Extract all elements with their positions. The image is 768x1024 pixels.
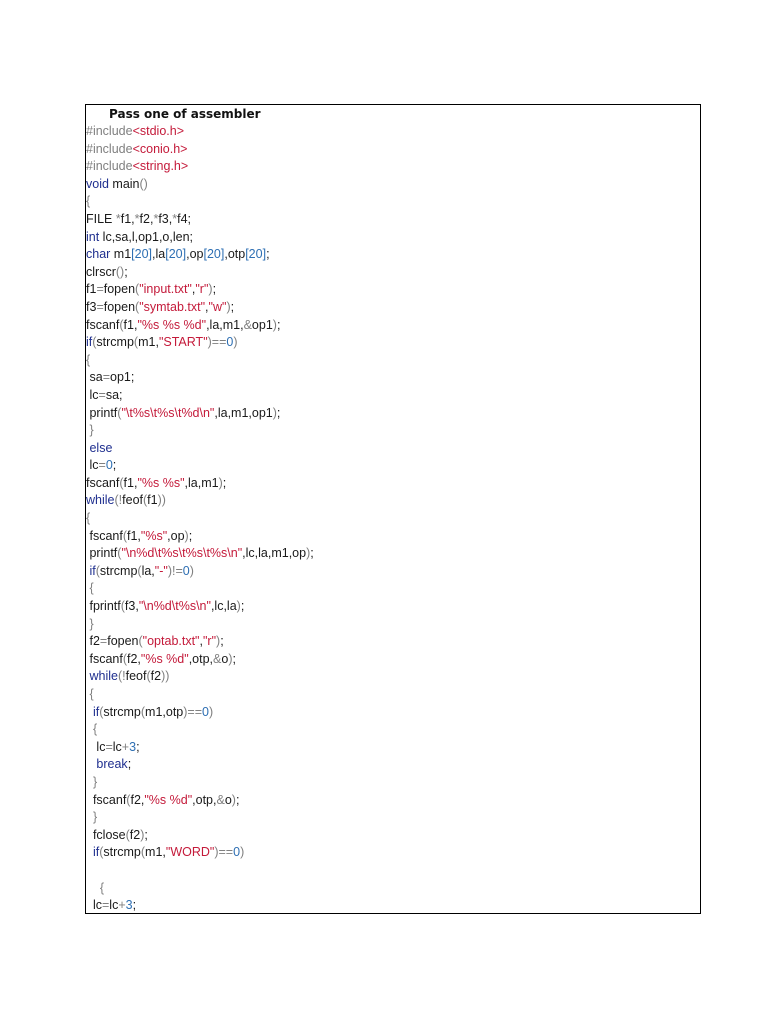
code-token-plain: m1,otp xyxy=(145,704,184,719)
code-token-punct: ( xyxy=(117,546,122,561)
code-token-plain: fopen xyxy=(103,282,136,297)
code-token-number: 3 xyxy=(125,898,133,913)
code-token-plain: fscanf xyxy=(86,475,120,490)
code-token-punct: ) xyxy=(216,634,221,649)
code-token-punct: )) xyxy=(161,669,170,684)
code-token-plain: strcmp xyxy=(99,563,138,578)
code-token-punct: * xyxy=(134,211,140,226)
code-token-keyword: void xyxy=(86,176,109,191)
code-token-plain: la, xyxy=(141,563,155,578)
code-line xyxy=(86,123,314,141)
code-line xyxy=(86,457,314,475)
code-token-plain: main xyxy=(108,176,140,191)
code-token-keyword: if xyxy=(86,704,100,719)
code-line xyxy=(86,440,314,458)
code-token-punct: * xyxy=(153,211,159,226)
code-token-plain: ; xyxy=(276,405,281,420)
code-token-plain: f1, xyxy=(123,475,138,490)
code-token-punct: )== xyxy=(214,845,234,860)
code-token-number: 0 xyxy=(182,563,190,578)
code-token-plain: strcmp xyxy=(103,704,141,719)
code-token-punct: ( xyxy=(125,827,130,842)
code-token-plain: , xyxy=(205,299,209,314)
code-token-punct: } xyxy=(86,774,98,789)
code-token-punct: )) xyxy=(157,493,166,508)
code-token-punct: ) xyxy=(231,792,236,807)
code-token-plain: fclose xyxy=(86,827,126,842)
code-token-number: 0 xyxy=(233,845,241,860)
code-line xyxy=(86,510,314,528)
code-token-plain: f1 xyxy=(147,493,158,508)
code-line xyxy=(86,492,314,510)
code-token-plain: f1, xyxy=(120,211,135,226)
code-token-number: 0 xyxy=(202,704,209,719)
code-token-punct: () xyxy=(139,176,148,191)
code-token-punct: ( xyxy=(120,599,125,614)
code-token-plain: ,otp, xyxy=(192,792,217,807)
code-token-plain: fscanf xyxy=(86,651,123,666)
code-token-plain: lc xyxy=(86,898,102,913)
code-token-plain: ; xyxy=(188,528,193,543)
code-token-string: "WORD" xyxy=(165,845,215,860)
code-token-punct: ( xyxy=(137,563,142,578)
code-token-punct: = xyxy=(98,458,106,473)
code-token-punct: } xyxy=(86,810,98,825)
code-token-string: "%s" xyxy=(140,528,168,543)
code-token-plain: f2, xyxy=(127,651,141,666)
code-token-plain: ,la,m1,op1 xyxy=(214,405,273,420)
code-token-plain: op1; xyxy=(110,370,135,385)
code-token-plain: f2, xyxy=(139,211,154,226)
code-token-punct: ( xyxy=(95,563,100,578)
code-token-plain: f1 xyxy=(86,282,97,297)
code-token-plain: m1, xyxy=(145,845,166,860)
code-line xyxy=(86,281,314,299)
code-token-plain: f3, xyxy=(124,599,139,614)
code-listing xyxy=(86,123,314,915)
code-line xyxy=(86,369,314,387)
code-token-punct: = xyxy=(99,634,108,649)
code-token-string: "w" xyxy=(208,299,227,314)
code-token-punct: ( xyxy=(119,317,124,332)
code-token-punct: & xyxy=(213,651,222,666)
code-token-punct: )!= xyxy=(167,563,183,578)
code-token-punct: = xyxy=(105,739,113,754)
code-token-plain: lc xyxy=(86,458,99,473)
code-token-keyword: if xyxy=(86,563,96,578)
code-token-plain: strcmp xyxy=(103,845,141,860)
code-token-plain: ; xyxy=(240,599,245,614)
code-token-punct: ) xyxy=(208,704,214,719)
code-token-string: "r" xyxy=(202,634,217,649)
code-token-plain: ; xyxy=(144,827,148,842)
code-token-punct: ( xyxy=(117,405,122,420)
code-token-punct: { xyxy=(86,687,94,701)
code-token-plain: ; xyxy=(212,282,217,297)
code-token-punct: ( xyxy=(122,651,127,666)
code-token-plain: lc,sa,l,op1,o,len; xyxy=(99,229,194,244)
code-token-plain: f3, xyxy=(158,211,173,226)
code-token-punct: ) xyxy=(236,599,241,614)
code-token-plain: printf xyxy=(86,405,118,420)
code-token-plain: lc xyxy=(86,739,106,754)
code-token-plain: f1, xyxy=(127,528,141,543)
code-token-string: "symtab.txt" xyxy=(139,299,206,314)
code-token-punct: )== xyxy=(207,335,227,350)
code-token-plain: lc xyxy=(109,898,119,913)
code-token-plain: fscanf xyxy=(86,528,123,543)
code-line xyxy=(86,334,314,352)
code-token-header: <string.h> xyxy=(132,159,189,174)
code-token-string: "optab.txt" xyxy=(142,634,200,649)
code-token-plain: ; xyxy=(310,546,314,561)
code-line xyxy=(86,229,314,247)
code-line xyxy=(86,792,314,810)
code-token-punct: () xyxy=(115,264,125,279)
code-token-plain: ; xyxy=(276,317,281,332)
code-token-punct: ) xyxy=(226,299,231,314)
code-token-plain: ,lc,la,m1,op xyxy=(242,546,307,561)
code-token-plain: f3 xyxy=(86,299,97,314)
code-token-plain: f4; xyxy=(177,211,191,226)
code-token-punct: (! xyxy=(117,669,126,684)
code-token-plain: ; xyxy=(132,898,137,913)
code-token-plain: m1 xyxy=(110,247,132,262)
code-token-plain: strcmp xyxy=(96,335,134,350)
code-token-number: [20] xyxy=(245,247,267,262)
code-line xyxy=(86,598,314,616)
code-token-punct: ( xyxy=(146,669,151,684)
code-token-keyword: if xyxy=(86,845,100,860)
code-line xyxy=(86,158,314,176)
code-token-punct: ( xyxy=(140,845,146,860)
code-token-punct: { xyxy=(86,880,105,895)
code-line xyxy=(86,827,314,845)
code-token-punct: } xyxy=(86,616,94,631)
code-token-punct: & xyxy=(243,317,252,332)
code-line xyxy=(86,774,314,792)
code-token-keyword: char xyxy=(86,247,111,262)
code-token-punct: { xyxy=(86,194,91,209)
code-token-punct: { xyxy=(86,511,91,526)
code-token-plain: f2 xyxy=(150,669,162,684)
code-token-plain: fscanf xyxy=(86,792,127,807)
code-token-plain: ,la xyxy=(152,247,166,262)
code-line xyxy=(86,616,314,634)
code-token-punct: ( xyxy=(99,845,104,860)
code-token-plain: lc xyxy=(112,739,122,754)
code-token-punct: ) xyxy=(218,475,223,490)
code-token-plain: ,lc,la xyxy=(210,599,237,614)
code-line xyxy=(86,246,314,264)
code-token-punct: } xyxy=(86,423,94,438)
code-token-plain: fprintf xyxy=(86,599,121,614)
code-token-string: "\n%d\t%s\t%s\t%s\n" xyxy=(121,546,243,561)
code-token-string: "\t%s\t%s\t%d\n" xyxy=(121,405,215,420)
code-token-plain: lc xyxy=(86,387,99,402)
code-line xyxy=(86,422,314,440)
code-token-punct: ( xyxy=(122,528,127,543)
code-token-plain: FILE xyxy=(86,211,116,226)
code-token-punct: ( xyxy=(99,704,104,719)
code-token-punct: ( xyxy=(135,299,140,314)
code-token-plain: feof xyxy=(125,669,147,684)
code-token-plain: ; xyxy=(266,247,270,262)
code-line xyxy=(86,405,314,423)
code-token-punct: = xyxy=(98,387,106,402)
code-token-punct: ) xyxy=(272,317,277,332)
code-line xyxy=(86,299,314,317)
code-token-plain: f2, xyxy=(130,792,145,807)
code-token-plain: sa xyxy=(86,370,103,385)
code-token-number: 0 xyxy=(226,335,234,350)
code-token-punct: * xyxy=(172,211,178,226)
code-token-punct: ) xyxy=(240,845,245,860)
code-line xyxy=(86,721,314,739)
code-token-punct: ( xyxy=(92,335,97,350)
code-token-string: "START" xyxy=(158,335,208,350)
code-token-punct: ) xyxy=(189,563,194,578)
code-line xyxy=(86,651,314,669)
code-token-plain: ,op xyxy=(167,528,185,543)
code-token-directive: #include xyxy=(86,141,133,156)
code-token-punct: ) xyxy=(233,335,238,350)
code-token-punct: = xyxy=(96,282,104,297)
code-line xyxy=(86,809,314,827)
code-line xyxy=(86,880,314,898)
code-token-punct: + xyxy=(121,739,130,754)
code-token-punct: ) xyxy=(208,282,213,297)
code-token-plain: ; xyxy=(136,739,140,754)
code-line xyxy=(86,862,314,880)
code-token-plain: ; xyxy=(112,458,117,473)
code-token-punct: { xyxy=(86,352,91,367)
code-token-punct: { xyxy=(86,581,94,596)
code-token-string: "%s %s %d" xyxy=(137,317,207,332)
code-token-punct: ( xyxy=(138,634,143,649)
page-title: Pass one of assembler xyxy=(109,107,261,121)
code-token-plain: feof xyxy=(122,493,143,508)
code-line xyxy=(86,686,314,704)
code-token-punct: ) xyxy=(140,827,145,842)
code-token-string: "input.txt" xyxy=(139,282,192,297)
code-token-plain: o xyxy=(221,651,229,666)
code-line xyxy=(86,739,314,757)
code-line xyxy=(86,633,314,651)
code-token-directive: #include xyxy=(86,159,133,174)
code-token-punct: (! xyxy=(114,493,123,508)
code-token-punct: + xyxy=(118,898,126,913)
code-line xyxy=(86,545,314,563)
code-token-punct: ( xyxy=(135,282,140,297)
code-token-punct: ( xyxy=(119,475,124,490)
code-token-plain: printf xyxy=(86,546,118,561)
code-line xyxy=(86,141,314,159)
code-token-plain: ,la,m1 xyxy=(184,475,219,490)
code-token-header: <stdio.h> xyxy=(132,124,185,138)
code-token-number: [20] xyxy=(131,247,153,262)
code-token-header: <conio.h> xyxy=(132,141,188,156)
code-token-number: 3 xyxy=(129,739,137,754)
code-line xyxy=(86,844,314,862)
code-token-number: [20] xyxy=(203,247,225,262)
code-token-punct: ( xyxy=(140,704,146,719)
code-token-string: "\n%d\t%s\n" xyxy=(138,599,211,614)
code-line xyxy=(86,668,314,686)
code-token-string: "r" xyxy=(195,282,209,297)
code-token-plain: f2 xyxy=(86,634,100,649)
code-line xyxy=(86,704,314,722)
code-token-number: [20] xyxy=(165,247,187,262)
code-token-plain: op1 xyxy=(251,317,273,332)
code-token-keyword: int xyxy=(86,229,100,244)
code-token-punct: ) xyxy=(184,528,189,543)
code-token-punct: ) xyxy=(306,546,311,561)
code-token-punct: = xyxy=(96,299,104,314)
code-token-punct: & xyxy=(216,792,225,807)
code-token-plain: fopen xyxy=(103,299,136,314)
code-line xyxy=(86,563,314,581)
code-token-punct: { xyxy=(86,722,98,737)
code-token-keyword: if xyxy=(86,335,93,350)
code-token-plain: ; xyxy=(222,475,227,490)
code-token-punct: ) xyxy=(272,405,277,420)
code-line xyxy=(86,387,314,405)
code-token-plain: clrscr xyxy=(86,264,116,279)
code-token-plain: ; xyxy=(235,792,240,807)
code-token-plain: ,op xyxy=(186,247,204,262)
code-token-punct: = xyxy=(102,370,110,385)
code-line xyxy=(86,317,314,335)
code-line xyxy=(86,475,314,493)
code-token-plain: ,otp, xyxy=(188,651,214,666)
code-token-punct: )== xyxy=(183,704,203,719)
code-line xyxy=(86,193,314,211)
code-token-blank xyxy=(86,863,89,877)
code-token-keyword: break xyxy=(86,757,128,772)
code-token-punct: = xyxy=(101,898,110,913)
code-token-keyword: while xyxy=(86,669,118,684)
code-token-plain: fscanf xyxy=(86,317,120,332)
code-token-string: "%s %s" xyxy=(137,475,185,490)
code-token-plain: f2 xyxy=(129,827,141,842)
code-line xyxy=(86,580,314,598)
code-token-string: "%s %d" xyxy=(140,651,189,666)
code-line xyxy=(86,756,314,774)
code-token-plain: m1, xyxy=(138,335,159,350)
code-token-punct: ( xyxy=(143,493,148,508)
code-line xyxy=(86,211,314,229)
code-token-plain: o xyxy=(224,792,232,807)
code-token-keyword: while xyxy=(86,493,115,508)
code-line xyxy=(86,897,314,915)
code-token-string: "-" xyxy=(154,563,168,578)
code-token-plain: ,la,m1, xyxy=(206,317,244,332)
code-token-keyword: else xyxy=(86,440,113,455)
code-token-plain: fopen xyxy=(107,634,139,649)
code-token-plain: ; xyxy=(124,264,128,279)
code-token-plain: ,otp xyxy=(224,247,246,262)
code-token-number: 0 xyxy=(105,458,113,473)
code-token-punct: ) xyxy=(228,651,233,666)
code-line xyxy=(86,264,314,282)
code-token-plain: ; xyxy=(127,757,132,772)
code-token-plain: f1, xyxy=(123,317,138,332)
code-line xyxy=(86,528,314,546)
code-token-plain: ; xyxy=(232,651,236,666)
code-token-string: "%s %d" xyxy=(144,792,193,807)
code-token-plain: sa; xyxy=(105,387,123,402)
code-token-punct: ( xyxy=(126,792,131,807)
code-token-punct: ( xyxy=(133,335,139,350)
code-token-plain: , xyxy=(199,634,203,649)
code-token-plain: ; xyxy=(220,634,224,649)
code-line xyxy=(86,352,314,370)
code-token-directive: #include xyxy=(86,124,133,138)
code-token-punct: * xyxy=(115,211,121,226)
code-token-plain: , xyxy=(191,282,196,297)
code-token-plain: ; xyxy=(230,299,235,314)
code-line xyxy=(86,176,314,194)
